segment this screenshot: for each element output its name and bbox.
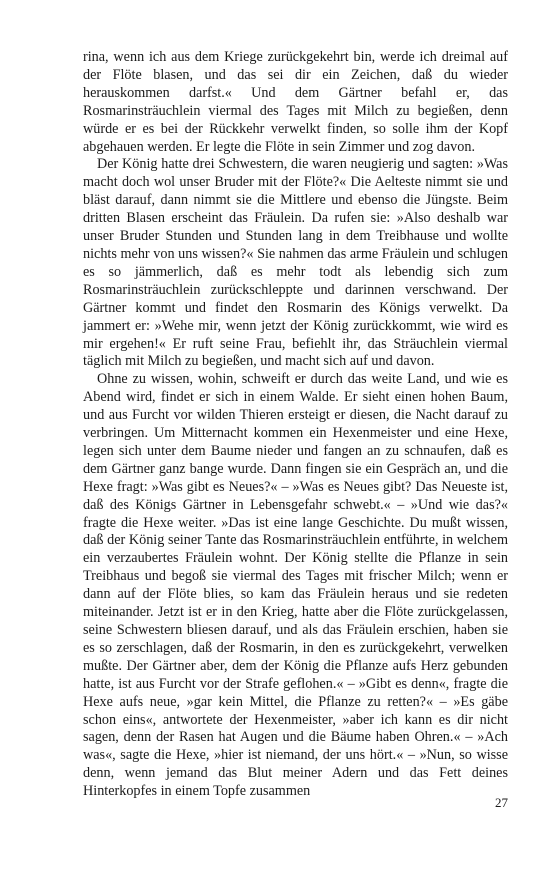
- body-text: [83, 49, 508, 801]
- paragraph-continuation: rina, wenn ich aus dem Kriege zurückgekehrt bin, werde ich dreimal auf der Flöte blasen, und das sei dir ein Zeichen, daß du wieder herauskommen darfst.« Und dem Gärtner befahl er, das Rosmarinsträuchlein viermal des Tages mit Milch zu begießen, denn würde er es bei der Rückkehr verwelkt finden, so solle ihm der Kopf abgehauen werden. Er legte die Flöte in sein Zimmer und zog davon.: [83, 49, 508, 155]
- page-number: 27: [495, 795, 508, 810]
- paragraph-forest: Ohne zu wissen, wohin, schweift er durch das weite Land, und wie es Abend wird, findet er sich in einem Walde. Er sieht einen hohen Baum, und aus Furcht vor wilden Thieren ersteigt er diesen, die Nacht darauf zu verbringen. Um Mitternacht kommen ein Hexenmeister und eine Hexe, legen sich unter dem Baume nieder und fangen an zu schnaufen, daß es dem Gärtner ganz bange wurde. Dann fingen sie ein Gespräch an, und die Hexe fragt: »Was gibt es Neues?« – »Was es Neues gibt? Das Neueste ist, daß des Königs Gärtner in Lebensgefahr schwebt.« – »Und wie das?« fragte die Hexe weiter. »Das ist eine lange Geschichte. Du mußt wissen, daß der König seiner Tante das Rosmarinsträuchlein entführte, in welchem ein verzaubertes Fräulein wohnt. Der König stellte die Pflanze in sein Treibhaus und begoß sie viermal des Tages mit frischer Milch; wenn er dann auf der Flöte blies, so kam das Fräulein heraus und sie redeten miteinander. Jetzt ist er in den Krieg, hatte aber die Flöte zurückgelassen, seine Schwestern bliesen darauf, und als das Fräulein erschien, haben sie es so zerschlagen, daß der Rosmarin, in den es zurückgekehrt, verwelken mußte. Der Gärtner aber, dem der König die Pflanze aufs Herz gebunden hatte, ist aus Furcht vor der Strafe geflohen.« – »Gibt es denn«, fragte die Hexe aufs neue, »gar kein Mittel, die Pflanze zu retten?« – »Es gäbe schon eins«, antwortete der Hexenmeister, »aber ich kann es dir nicht sagen, denn der Rasen hat Augen und die Bäume haben Ohren.« – »Ach was«, sagte die Hexe, »hier ist niemand, der uns hört.« – »Nun, so wisse denn, wenn jemand das Blut meiner Adern und das Fett deines Hinterkopfes in einem Topfe zusammen: [83, 371, 508, 800]
- paragraph-sisters: Der König hatte drei Schwestern, die waren neugierig und sagten: »Was macht doch wol unser Bruder mit der Flöte?« Die Aelteste nimmt sie und bläst darauf, dann nimmt sie die Mittlere und ebenso die Jüngste. Beim dritten Blasen erscheint das Fräulein. Da rufen sie: »Also deshalb war unser Bruder Stunden und Stunden lang in dem Treibhause und wollte nichts mehr von uns wissen?« Sie nahmen das arme Fräulein und schlugen es so jämmerlich, daß es mehr todt als lebendig sich zum Rosmarinsträuchlein zurückschleppte und darinnen verschwand. Der Gärtner kommt und findet den Rosmarin des Königs verwelkt. Da jammert er: »Wehe mir, wenn jetzt der König zurückkommt, wie wird es mir ergehen!« Er ruft seine Frau, befiehlt ihr, das Sträuchlein viermal täglich mit Milch zu begießen, und macht sich auf und davon.: [83, 156, 508, 370]
